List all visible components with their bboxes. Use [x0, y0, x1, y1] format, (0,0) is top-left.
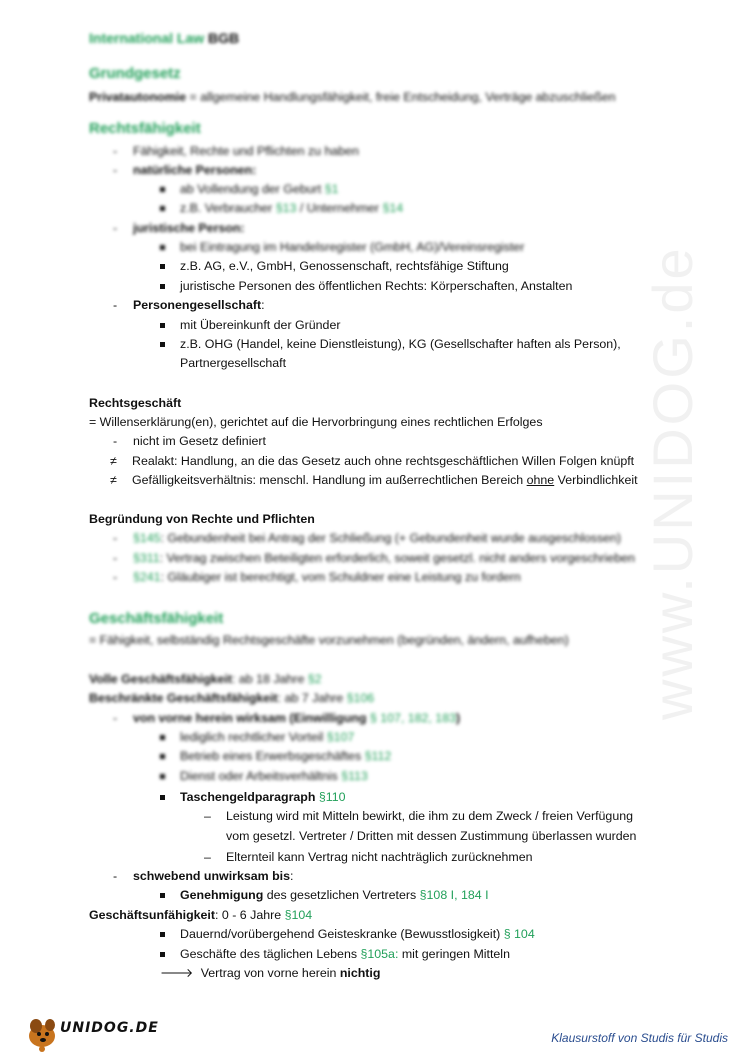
item-text: : ab 18 Jahre	[232, 672, 308, 686]
footer-tagline: Klausurstoff von Studis für Studis	[551, 1031, 728, 1045]
list-item	[160, 336, 621, 352]
item-text: natürliche Personen:	[133, 163, 257, 177]
item-text: bei Eintragung im Handelsregister (GmbH, AG)/Vereinsregister	[180, 240, 525, 254]
watermark: www.UNIDOG.de	[641, 245, 704, 720]
list-item: - natürliche Personen:	[113, 163, 257, 177]
item-text: Betrieb eines Erwerbsgeschäftes	[180, 749, 365, 763]
list-item: - von vorne herein wirksam (Einwilligung § 107, 182, 183)	[113, 711, 461, 725]
paragraph-ref: §145	[133, 531, 161, 545]
beschraenkte-gf-line	[89, 690, 374, 706]
item-text: mit Übereinkunft der Gründer	[180, 318, 341, 332]
item-text: schwebend unwirksam bis	[133, 869, 290, 883]
item-text: / Unternehmer	[296, 201, 383, 215]
list-item	[204, 849, 533, 865]
not-equal-symbol: ≠	[110, 473, 117, 487]
list-item: - Personengesellschaft:	[113, 298, 265, 312]
paragraph-ref: § 104	[503, 927, 535, 941]
paragraph-ref: §14	[382, 201, 404, 215]
privatautonomie-term: Privatautonomie	[89, 90, 187, 104]
heading-rechtsgeschaeft: Rechtsgeschäft	[89, 396, 182, 410]
heading-grundgesetz: Grundgesetz	[89, 65, 181, 82]
definition-line: = Willenserklärung(en), gerichtet auf die Hervorbringung eines rechtlichen Erfolges	[89, 415, 543, 429]
list-item	[160, 946, 510, 962]
paragraph-ref: §106	[346, 691, 375, 705]
list-item	[160, 926, 535, 942]
item-text: Realakt: Handlung, an die das Gesetz auch ohne rechtsgeschäftlichen Willen Folgen knüpft	[132, 454, 635, 468]
item-text: Vertrag von vorne herein	[200, 966, 340, 980]
item-text: )	[455, 711, 461, 725]
list-item	[160, 965, 380, 981]
list-item: - schwebend unwirksam bis:	[113, 869, 294, 883]
paragraph-ref: §1	[324, 182, 339, 196]
page-title	[89, 30, 239, 46]
paragraph-ref: §2	[307, 672, 322, 686]
list-item	[160, 729, 354, 745]
heading-rechtsfaehigkeit: Rechtsfähigkeit	[89, 120, 201, 137]
item-text: Gefälligkeitsverhältnis: menschl. Handlung im außerrechtlichen Bereich	[132, 473, 527, 487]
privatautonomie-def: = allgemeine Handlungsfähigkeit, freie Entscheidung, Verträge abzuschließen	[186, 90, 616, 104]
item-text: z.B. AG, e.V., GmbH, Genossenschaft, rechtsfähige Stiftung	[180, 259, 509, 273]
item-text: : Gläubiger ist berechtigt, vom Schuldner eine Leistung zu fordern	[160, 570, 521, 584]
item-text: Dauernd/vorübergehend Geisteskranke (Bewusstlosigkeit)	[180, 927, 504, 941]
paragraph-ref: §104	[284, 908, 313, 922]
item-text: Verbindlichkeit	[554, 473, 638, 487]
not-equal-symbol: ≠	[110, 454, 117, 468]
item-text: mit geringen Mitteln	[398, 947, 510, 961]
paragraph-ref: §110	[318, 790, 346, 804]
item-text: juristische Person:	[133, 221, 245, 235]
item-text: Geschäfte des täglichen Lebens	[180, 947, 361, 961]
item-text: Geschäftsunfähigkeit	[89, 908, 215, 922]
paragraph-ref: §113	[341, 769, 368, 783]
volle-gf-line	[89, 671, 322, 687]
paragraph-ref: §105a:	[360, 947, 399, 961]
item-text: z.B. Verbraucher	[180, 201, 276, 215]
dash-bullet: –	[204, 850, 211, 864]
item-text: Volle Geschäftsfähigkeit	[89, 672, 232, 686]
title-part-b: BGB	[208, 30, 240, 46]
item-text: ab Vollendung der Geburt	[180, 182, 325, 196]
item-text: des gesetzlichen Vertreters	[263, 888, 420, 902]
list-item: - nicht im Gesetz definiert	[113, 434, 266, 448]
item-text: Personengesellschaft	[133, 298, 262, 312]
list-item	[160, 748, 391, 764]
heading-begruendung: Begründung von Rechte und Pflichten	[89, 512, 315, 526]
item-text: Elternteil kann Vertrag nicht nachträglich zurücknehmen	[226, 850, 533, 864]
dash-bullet: –	[204, 809, 211, 823]
list-item	[204, 808, 633, 824]
list-item	[160, 317, 340, 333]
list-item	[110, 453, 634, 469]
list-item-continued: Partnergesellschaft	[180, 356, 287, 370]
item-text: : ab 7 Jahre	[277, 691, 347, 705]
list-item	[160, 789, 346, 805]
list-item	[160, 278, 572, 294]
item-text: z.B. OHG (Handel, keine Dienstleistung), KG (Gesellschafter haften als Person),	[180, 337, 621, 351]
list-item	[160, 200, 403, 216]
item-text: Genehmigung	[180, 888, 264, 902]
list-item-continued: vom gesetzl. Vertreter / Dritten mit dessen Zustimmung überlassen wurden	[226, 829, 637, 843]
list-item: - juristische Person:	[113, 221, 245, 235]
list-item	[110, 472, 638, 488]
item-text: : 0 - 6 Jahre	[215, 908, 285, 922]
paragraph-ref: §107	[326, 730, 355, 744]
item-text: Taschengeldparagraph	[180, 790, 319, 804]
item-text: Beschränkte Geschäftsfähigkeit	[89, 691, 278, 705]
item-text: : Gebundenheit bei Antrag der Schließung (+ Gebundenheit wurde ausgeschlossen)	[160, 531, 622, 545]
list-item	[160, 239, 524, 255]
item-text: nichtig	[339, 966, 381, 980]
list-item	[160, 258, 509, 274]
list-item	[160, 181, 338, 197]
item-text: ohne	[526, 473, 555, 487]
definition-line: = Fähigkeit, selbständig Rechtsgeschäfte vorzunehmen (begründen, ändern, aufheben)	[89, 633, 569, 647]
list-item: - §145: Gebundenheit bei Antrag der Schließung (+ Gebundenheit wurde ausgeschlossen)	[113, 531, 622, 545]
item-text: Leistung wird mit Mitteln bewirkt, die ihm zu dem Zweck / freien Verfügung	[226, 809, 633, 823]
title-part-a: International Law	[89, 30, 205, 46]
list-item: - §311: Vertrag zwischen Beteiligten erforderlich, soweit gesetzl. nicht anders vorgeschrieben	[113, 551, 635, 565]
item-text: Fähigkeit, Rechte und Pflichten zu haben	[133, 144, 359, 158]
geschaeftsunfaehigkeit-line	[89, 907, 312, 923]
list-item	[160, 768, 368, 784]
item-text: lediglich rechtlicher Vorteil	[180, 730, 327, 744]
item-text: :	[290, 869, 294, 883]
item-text: Dienst oder Arbeitsverhältnis	[180, 769, 342, 783]
item-text: juristische Personen des öffentlichen Rechts: Körperschaften, Anstalten	[180, 279, 573, 293]
grundgesetz-line	[89, 89, 616, 105]
arrow-right-icon: 🡒	[160, 966, 194, 980]
paragraph-ref: §13	[275, 201, 297, 215]
item-text: von vorne herein wirksam (Einwilligung	[133, 711, 370, 725]
paragraph-ref: §108 I, 184 I	[419, 888, 489, 902]
paragraph-ref: §311	[133, 551, 160, 565]
list-item	[160, 887, 489, 903]
heading-geschaeftsfaehigkeit: Geschäftsfähigkeit	[89, 610, 224, 627]
item-text: nicht im Gesetz definiert	[133, 434, 266, 448]
list-item: - §241: Gläubiger ist berechtigt, vom Schuldner eine Leistung zu fordern	[113, 570, 521, 584]
item-text: :	[261, 298, 265, 312]
logo-text: UNIDOG.DE	[60, 1020, 159, 1036]
paragraph-ref: §241	[133, 570, 161, 584]
item-text: : Vertrag zwischen Beteiligten erforderlich, soweit gesetzl. nicht anders vorgeschrieben	[159, 551, 635, 565]
paragraph-ref: §112	[364, 749, 392, 763]
paragraph-ref: § 107, 182, 183	[369, 711, 456, 725]
list-item: - Fähigkeit, Rechte und Pflichten zu haben	[113, 144, 359, 158]
